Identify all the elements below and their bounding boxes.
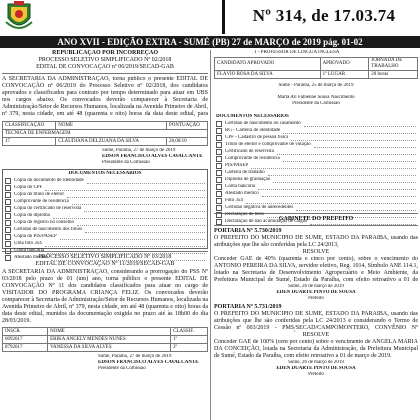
fill-line bbox=[251, 164, 416, 169]
fill-line bbox=[258, 185, 416, 190]
fill-line bbox=[246, 199, 416, 204]
table-cell: VANESSA DA SILVA ALVES bbox=[48, 344, 171, 352]
document-label: Foto 3x4 bbox=[225, 198, 243, 203]
checkbox-icon bbox=[216, 205, 222, 211]
portaria-1-title: PORTARIA Nº 5.730/2019 bbox=[214, 228, 282, 234]
document-label: Certidão negativa de antecedentes bbox=[225, 205, 294, 210]
table-row bbox=[3, 130, 208, 138]
right-column bbox=[214, 50, 418, 420]
signature-role: Presidente da Comissão bbox=[98, 366, 146, 371]
document-label: Atestado médico bbox=[225, 191, 259, 196]
checkbox-icon bbox=[216, 128, 222, 134]
document-label: Cópia do registro no conselho bbox=[14, 220, 74, 225]
fill-line bbox=[45, 242, 205, 247]
cargo-label: 1 - PROFESSOR DE LÍNGUA INGLESA bbox=[254, 50, 340, 55]
checkbox-icon bbox=[216, 156, 222, 162]
checkbox-icon bbox=[216, 191, 222, 197]
document-label: Carteira de trabalho bbox=[225, 170, 265, 175]
documents-title: DOCUMENTOS NECESSÁRIOS bbox=[216, 114, 289, 119]
documents-list bbox=[5, 178, 205, 261]
document-label: Certificado de reservista bbox=[225, 149, 274, 154]
edital-title: EDITAL DE CONVOCAÇÃO nº 06/2019/SECAD-GAB bbox=[36, 64, 174, 70]
table-cell: 17 bbox=[3, 138, 56, 146]
checkbox-icon bbox=[5, 241, 11, 247]
approved-table bbox=[214, 57, 418, 79]
document-item bbox=[5, 178, 205, 184]
processo-title: PROCESSO SELETIVO SIMPLIFICADO Nº 02/2018 bbox=[38, 57, 172, 63]
document-item bbox=[216, 156, 416, 162]
checkbox-icon bbox=[5, 248, 11, 254]
portaria-1-role: Prefeito bbox=[308, 296, 324, 301]
table-header: APROVADO bbox=[320, 58, 369, 71]
separator bbox=[214, 225, 418, 226]
table-header: NOME bbox=[48, 328, 171, 336]
table-header-row bbox=[3, 122, 208, 130]
document-label: Cópia do CPF bbox=[14, 185, 43, 190]
fill-line bbox=[60, 235, 205, 240]
fill-line bbox=[67, 193, 205, 198]
table-cell: 1º bbox=[171, 336, 208, 344]
checkbox-icon bbox=[216, 142, 222, 148]
document-item bbox=[5, 192, 205, 198]
table-header: PONTUAÇÃO bbox=[167, 122, 208, 130]
fill-line bbox=[45, 186, 205, 191]
signature-city: Sumé, Paraíba, 27 de março de 2019 bbox=[102, 148, 176, 153]
signature-city: Sumé, Paraíba, 27 de março de 2019 bbox=[98, 354, 172, 359]
checkbox-icon bbox=[5, 220, 11, 226]
document-label: PIS/PASEP bbox=[225, 163, 249, 168]
table-cell: 2º bbox=[171, 344, 208, 352]
document-item bbox=[5, 213, 205, 219]
fill-line bbox=[262, 192, 416, 197]
checkbox-icon bbox=[5, 255, 11, 261]
document-item bbox=[216, 135, 416, 141]
table-header: CLASSIF. bbox=[171, 328, 208, 336]
portaria-2-body: Conceder GAE de 100% (cem por cento) sobre o vencimento de ANGELA MARIA DA CONCEIÇÃO, lotada na Secretaria da Administração, da Prefeitura Municipal de Sumé, Estado da Paraíba, com efeito retroativo a 01 de março de 2019. bbox=[214, 339, 418, 359]
table-header: JORNADA DE TRABALHO bbox=[369, 58, 418, 71]
document-item bbox=[216, 191, 416, 197]
document-item bbox=[5, 220, 205, 226]
documents-list bbox=[216, 121, 416, 225]
checkbox-icon bbox=[216, 184, 222, 190]
checkbox-icon bbox=[5, 178, 11, 184]
document-label: RG - Carteira de identidade bbox=[225, 128, 281, 133]
document-item bbox=[216, 149, 416, 155]
edital-title-2: EDITAL DE CONVOCAÇÃO Nº 11/2019/SECAD-GAB bbox=[35, 261, 175, 267]
document-label: Certidão de nascimento ou casamento bbox=[225, 121, 301, 126]
document-label: Cópia do documento de identidade bbox=[14, 178, 84, 183]
checkbox-icon bbox=[216, 170, 222, 176]
fill-line bbox=[84, 207, 205, 212]
document-label: Cópia do título de eleitor bbox=[14, 192, 64, 197]
portaria-2-resolve: RESOLVE bbox=[302, 332, 330, 338]
document-label: Declaração de bens bbox=[225, 212, 264, 217]
table-cell: CLAUDIANA DELZUANA DA SILVA bbox=[56, 138, 167, 146]
portaria-2-role: Prefeito bbox=[308, 372, 324, 377]
table-row bbox=[3, 138, 208, 146]
checkbox-icon bbox=[216, 149, 222, 155]
separator bbox=[2, 73, 208, 74]
table-header: CLASSIFICAÇÃO bbox=[3, 122, 56, 130]
fill-line bbox=[283, 129, 416, 134]
document-label: CPF - Cadastro de pessoa física bbox=[225, 135, 289, 140]
document-item bbox=[216, 170, 416, 176]
portaria-1-signature: ÉDEN DUARTE PINTO DE SOUSA bbox=[276, 290, 356, 295]
table-cell: FLÁVIO ROSA DA SILVA bbox=[215, 71, 321, 79]
table-header-row bbox=[215, 58, 418, 71]
document-label: Conta bancária bbox=[14, 248, 45, 253]
processo-title-2: PROCESSO SELETIVO SIMPLIFICADO Nº 03/2018 bbox=[38, 254, 172, 260]
fill-line bbox=[85, 228, 205, 233]
document-label: Conta bancária bbox=[225, 184, 256, 189]
checkbox-icon bbox=[5, 185, 11, 191]
document-item bbox=[5, 241, 205, 247]
document-item bbox=[216, 121, 416, 127]
document-label: Declaração de não acumulação de cargos bbox=[225, 219, 308, 224]
portaria-1-body: Conceder GAE de 40% (quarenta e cinco por cento), sobre o vencimento do ANTONIO PEREIRA DA SILVA, servidor efetivo, Reg. 1014, Símbolo ANE 114.1, lotado na Secretaria de Desenvolvimento Agropecuário e Meio Ambiente, da Prefeitura Municipal de Sumé, Estado da Paraíba, com efeito retroativo a 01 de bbox=[214, 256, 418, 283]
edition-band: ANO XVII - EDIÇÃO EXTRA - SUMÉ (PB) 27 de MARÇO de 2019 pág. 01-02 bbox=[0, 36, 420, 48]
edital-intro-2: A SECRETARIA DA ADMINISTRAÇÃO, considerando a prorrogação do PSS Nº 03/2018 pelo prazo de 01 (um) ano, torna público o presente EDITAL DE CONVOCAÇÃO Nº 11 dos candidatos classificados para atuar no cargo de VISITADOR DO PROGRAMA CRIANÇA FELIZ. Os convocados deverão comparecer à Secretaria de Administração/Setor de Recursos Humanos, localizada na Avenida Primeiro de Abril, nº 379, nesta cidade, em até 48 (quarenta e oito) horas da data deste edital, munidos da documentação exigida no prazo até às 18h00 do dia 28/03/2019. bbox=[2, 269, 208, 324]
portaria-2-signature: ÉDEN DUARTE PINTO DE SOUSA bbox=[276, 366, 356, 371]
document-item bbox=[5, 185, 205, 191]
checkbox-icon bbox=[5, 234, 11, 240]
signature-role: Presidente da Comissão bbox=[292, 101, 340, 106]
portaria-2-date: Sumé, 26 de março de 2019 bbox=[288, 360, 344, 365]
cargo-cell: TÉCNICA DE ENFERMAGEM bbox=[3, 130, 208, 138]
document-item bbox=[5, 206, 205, 212]
document-label: Diploma de graduação bbox=[225, 177, 271, 182]
republication-heading: REPUBLICAÇÃO POR INCORREÇÃO bbox=[51, 50, 158, 56]
table-cell: 20 horas bbox=[369, 71, 418, 79]
table-cell: 1º LUGAR bbox=[320, 71, 369, 79]
document-item bbox=[5, 227, 205, 233]
checkbox-icon bbox=[5, 199, 11, 205]
edital-intro: A SECRETARIA DA ADMINISTRAÇÃO, torna público o presente EDITAL DE CONVOCAÇÃO nº 06/2019 do Processo Seletivo nº 02/2018, dos candidatos aprovados e classificados para contrato por tempo determinado para atuar em UBS nos cargos abaixo. Os convocados deverão comparecer à Secretaria de Administração/Setor de Recursos Humanos, localizada na Avenida Primeiro de Abril, nº 379, nesta cidade, em até 48 (quarenta e oito) horas da data deste edital, para bbox=[2, 76, 208, 117]
portaria-2-title: PORTARIA Nº 5.731/2019 bbox=[214, 304, 282, 310]
table-row bbox=[3, 336, 208, 344]
fill-line bbox=[77, 221, 205, 226]
column-divider bbox=[210, 50, 211, 420]
signature-name: Marta Ali Fabienne Sousa Nascimento bbox=[277, 95, 355, 100]
document-label: Cópia do diploma bbox=[14, 213, 50, 218]
document-label: Cópia do PIS/PASEP bbox=[14, 234, 57, 239]
document-label: Cópia do certificado de reservista bbox=[14, 206, 82, 211]
fill-line bbox=[47, 249, 205, 254]
portaria-1-resolve: RESOLVE bbox=[302, 249, 330, 255]
document-item bbox=[216, 177, 416, 183]
signature-name: EDSON FRANCISCO ALVES CAVALCANTE bbox=[102, 154, 203, 159]
checkbox-icon bbox=[5, 227, 11, 233]
checkbox-icon bbox=[216, 219, 222, 225]
document-label: Comprovante de residência bbox=[14, 199, 69, 204]
document-label: Certidão de nascimento dos filhos bbox=[14, 227, 83, 232]
document-label: Uma foto 3x4 bbox=[14, 241, 42, 246]
document-label: Título de eleitor e comprovante de votação bbox=[225, 142, 311, 147]
checkbox-icon bbox=[5, 192, 11, 198]
fill-line bbox=[296, 206, 416, 211]
document-item bbox=[216, 142, 416, 148]
municipal-coat-of-arms-icon bbox=[2, 0, 36, 34]
header bbox=[0, 0, 420, 34]
table-row bbox=[3, 344, 208, 352]
table-cell: ERIKA ANGELY MENDES NUNES bbox=[48, 336, 171, 344]
document-item bbox=[216, 198, 416, 204]
checkbox-icon bbox=[216, 198, 222, 204]
signature-role: Presidente da Comissão bbox=[102, 160, 150, 165]
checkbox-icon bbox=[216, 163, 222, 169]
left-column bbox=[2, 50, 208, 420]
portaria-1-date: Sumé, 26 de março de 2019 bbox=[288, 284, 344, 289]
portaria-1-preamble: O PREFEITO DO MUNICÍPIO DE SUMÉ, ESTADO DA PARAÍBA, usando das atribuições que lhe são conferidas pela LC 24/2013, bbox=[214, 235, 418, 248]
checkbox-icon bbox=[216, 212, 222, 218]
document-label: Comprovante de residência bbox=[225, 156, 280, 161]
signature-name: EDSON FRANCISCO ALVES CAVALCANTE bbox=[98, 360, 199, 365]
checkbox-icon bbox=[216, 177, 222, 183]
fill-line bbox=[304, 122, 416, 127]
fill-line bbox=[87, 179, 205, 184]
table-row bbox=[215, 71, 418, 79]
checkbox-icon bbox=[5, 213, 11, 219]
document-item bbox=[216, 184, 416, 190]
document-item bbox=[5, 234, 205, 240]
table-cell: 28,00/10 bbox=[167, 138, 208, 146]
fill-line bbox=[268, 171, 416, 176]
checkbox-icon bbox=[5, 206, 11, 212]
issue-box bbox=[222, 0, 420, 34]
fill-line bbox=[277, 150, 416, 155]
document-item bbox=[216, 163, 416, 169]
fill-line bbox=[53, 214, 205, 219]
table-header-row bbox=[3, 328, 208, 336]
document-item bbox=[216, 128, 416, 134]
checkbox-icon bbox=[216, 135, 222, 141]
fill-line bbox=[273, 178, 416, 183]
fill-line bbox=[283, 157, 416, 162]
convocation-table bbox=[2, 121, 208, 146]
document-label: Atestado médico bbox=[14, 255, 48, 260]
checkbox-icon bbox=[216, 121, 222, 127]
table-cell: 0092017 bbox=[3, 336, 48, 344]
fill-line bbox=[291, 136, 416, 141]
portaria-2-preamble: O PREFEITO DO MUNICÍPIO DE SUMÉ, ESTADO DA PARAÍBA, usando das atribuições que lhe são conferidas pela LC 24/2013 e considerando o Termo de Cessão nº 003/2019 - PMS/SECAD/CAMPOMONTERO, CONVÊNIO Nº bbox=[214, 311, 418, 331]
fill-line bbox=[314, 143, 416, 148]
table-header: NOME bbox=[56, 122, 167, 130]
document-item bbox=[216, 205, 416, 211]
table-header: INSCR. bbox=[3, 328, 48, 336]
table-header: CANDIDATO APROVADO bbox=[215, 58, 321, 71]
document-item bbox=[5, 199, 205, 205]
gabinete-heading: GABINETE DO PREFEITO bbox=[278, 216, 354, 222]
date-line: Sumé - Paraíba, 25 de março de 2019 bbox=[278, 83, 354, 88]
issue-number: Nº 314, de 17.03.74 bbox=[252, 6, 396, 25]
fill-line bbox=[72, 200, 205, 205]
table-cell: 8792017 bbox=[3, 344, 48, 352]
convocation-table-2 bbox=[2, 327, 208, 352]
documents-title: DOCUMENTOS NECESSÁRIOS bbox=[68, 171, 142, 176]
